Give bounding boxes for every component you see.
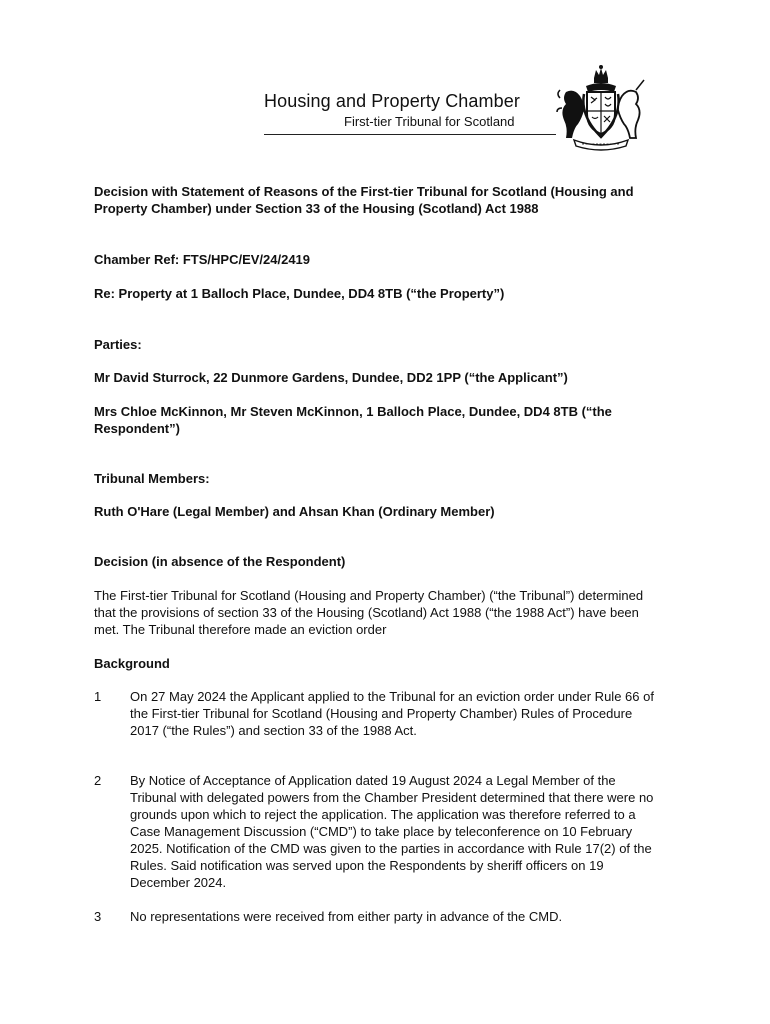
letterhead-rule [264, 134, 556, 135]
decision-text: The First-tier Tribunal for Scotland (Housing and Property Chamber) (“the Tribunal”) determined that the provisions of section 33 of the Housing (Scotland) Act 1988 (“the 1988 Act”) have been met. The Tribunal therefore made an eviction order [94, 588, 644, 637]
applicant-details: Mr David Sturrock, 22 Dunmore Gardens, Dundee, DD2 1PP (“the Applicant”) [94, 370, 568, 385]
chamber-reference: Chamber Ref: FTS/HPC/EV/24/2419 [94, 252, 311, 267]
background-heading: Background [94, 656, 170, 671]
property-reference: Re: Property at 1 Balloch Place, Dundee, DD4 8TB (“the Property”) [94, 286, 505, 301]
respondent-details: Mrs Chloe McKinnon, Mr Steven McKinnon, 1 Balloch Place, Dundee, DD4 8TB (“the Respondent”) [94, 404, 612, 436]
tribunal-members-label: Tribunal Members: [94, 471, 210, 486]
item-text: On 27 May 2024 the Applicant applied to the Tribunal for an eviction order under Rule 66 of the First-tier Tribunal for Scotland (Housing and Property Chamber) Rules of Procedure 2017 (“the Rules”) and section 33 of the 1988 Act. [130, 689, 654, 738]
royal-coat-of-arms-icon [556, 64, 646, 152]
tribunal-subtitle: First-tier Tribunal for Scotland [344, 114, 515, 129]
item-text: By Notice of Acceptance of Application dated 19 August 2024 a Legal Member of the Tribunal with delegated powers from the Chamber President determined that there were no grounds upon which to reject the application. The application was therefore referred to a Case Management Discussion (“CMD”) to take place by teleconference on 10 February 2025. Notification of the CMD was given to the parties in accordance with Rule 17(2) of the Rules. Said notification was served upon the Respondents by sheriff officers on 19 December 2024. [130, 773, 654, 890]
item-text: No representations were received from either party in advance of the CMD. [130, 909, 563, 924]
item-number: 2 [94, 773, 102, 788]
item-number: 1 [94, 689, 102, 704]
decision-heading: Decision (in absence of the Respondent) [94, 554, 346, 569]
parties-label: Parties: [94, 337, 142, 352]
tribunal-members: Ruth O'Hare (Legal Member) and Ahsan Khan (Ordinary Member) [94, 504, 495, 519]
document-heading: Decision with Statement of Reasons of the First-tier Tribunal for Scotland (Housing and Property Chamber) under Section 33 of the Housing (Scotland) Act 1988 [94, 184, 634, 216]
letterhead [264, 90, 554, 129]
item-number: 3 [94, 909, 102, 924]
chamber-title: Housing and Property Chamber [264, 91, 520, 111]
